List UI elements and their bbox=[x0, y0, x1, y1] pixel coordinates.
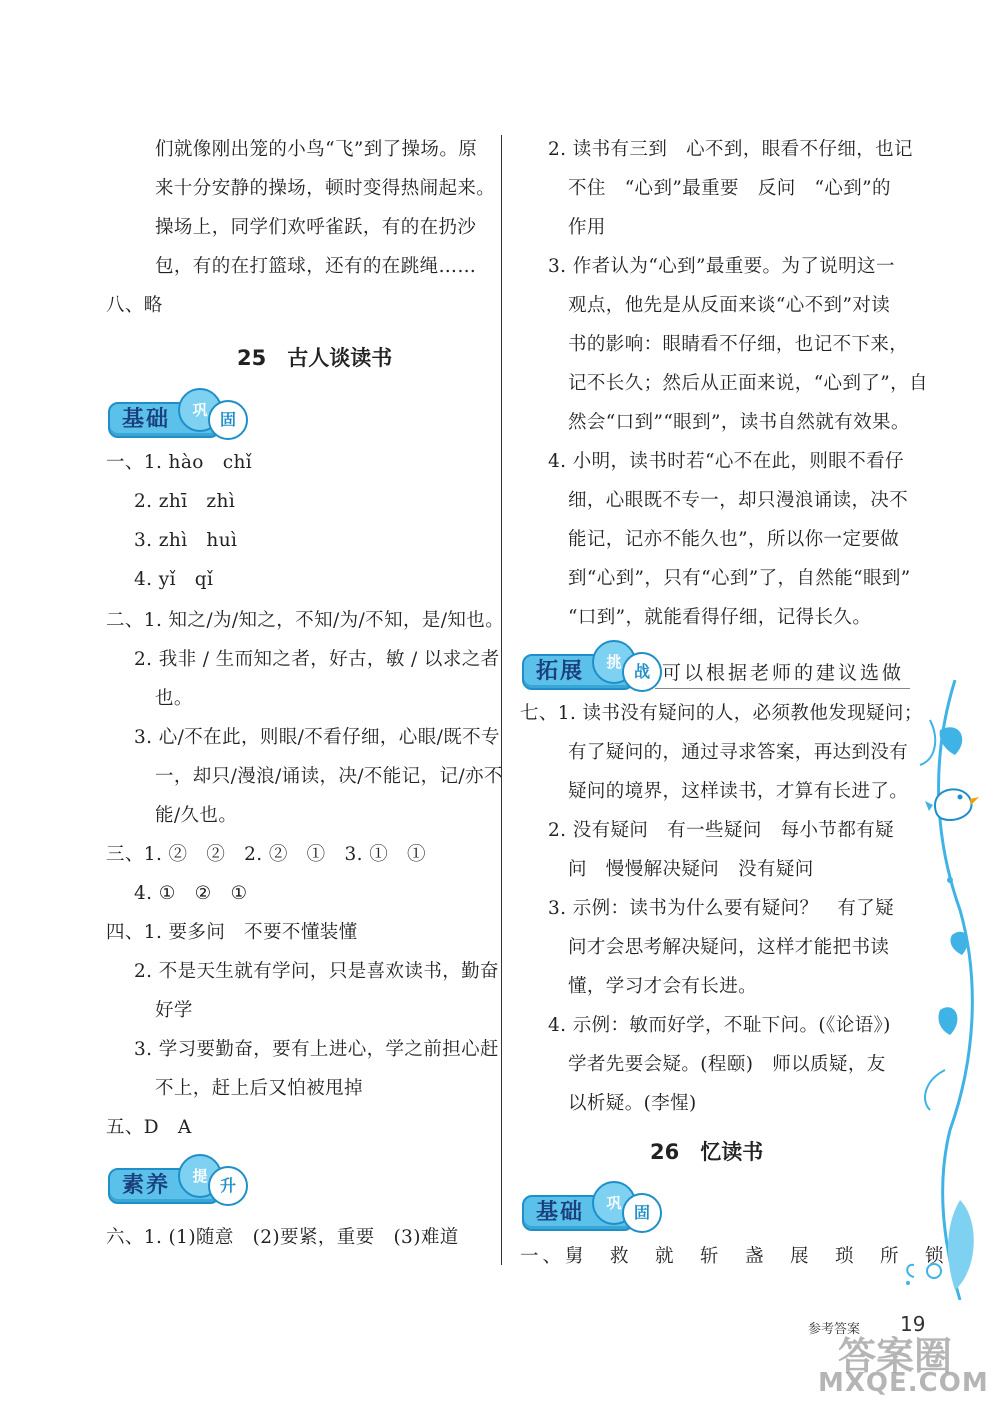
answer-line: 有了疑问的，通过寻求答案，再达到没有 bbox=[568, 742, 909, 763]
paragraph-line: 来十分安静的操场，顿时变得热闹起来。 bbox=[155, 178, 496, 199]
flower-sun-icon bbox=[900, 1255, 950, 1290]
answer-line: 4. 示例：敏而好学，不耻下问。(《论语》) bbox=[548, 1015, 891, 1036]
answer-line: 一，却只/漫浪/诵读，决/不能记，记/亦不 bbox=[155, 766, 503, 787]
answer-line: 3. 学习要勤奋，要有上进心，学之前担心赶 bbox=[134, 1039, 499, 1060]
answer-item-8: 八、略 bbox=[106, 295, 163, 316]
answer-line: 二、1. 知之/为/知之，不知/为/不知，是/知也。 bbox=[106, 610, 505, 631]
answer-line: 书的影响：眼睛看不仔细，也记不下来， bbox=[568, 334, 909, 355]
page-number: 19 bbox=[900, 1312, 926, 1336]
section-badge-basic-2 bbox=[522, 1185, 662, 1229]
answer-line: 2. 没有疑问 有一些疑问 每小节都有疑 bbox=[548, 820, 895, 841]
answer-item-6: 六、1. (1)随意 (2)要紧，重要 (3)难道 bbox=[106, 1227, 459, 1248]
answer-line: 七、1. 读书没有疑问的人，必须教他发现疑问； bbox=[520, 703, 923, 724]
badge-sub-label: 固 bbox=[208, 400, 248, 440]
badge-label: 素养 bbox=[108, 1168, 220, 1204]
section-badge-basic bbox=[108, 392, 248, 436]
badge-sub-label: 战 bbox=[622, 652, 662, 692]
answer-line: 学者先要会疑。(程颐) 师以质疑，友 bbox=[568, 1054, 886, 1075]
column-divider bbox=[501, 135, 502, 1265]
badge-sub-label: 挑 bbox=[592, 640, 636, 684]
badge-sub-label: 巩 bbox=[592, 1181, 636, 1225]
extend-note: 可以根据老师的建议选做 bbox=[662, 662, 905, 684]
answer-line: 4. ① ② ① bbox=[134, 883, 248, 904]
answer-item-1-lesson26: 一、舅 救 就 斩 盏 展 琐 所 锁 bbox=[520, 1246, 948, 1267]
answer-line: 能/久也。 bbox=[155, 805, 238, 826]
answer-line: 观点，他先是从反面来谈“心不到”对读 bbox=[568, 295, 891, 316]
answer-line: “口到”，就能看得仔细，记得长久。 bbox=[568, 607, 872, 628]
badge-sub-label: 巩 bbox=[178, 388, 222, 432]
extend-rule bbox=[655, 688, 910, 689]
section-badge-literacy bbox=[108, 1158, 248, 1202]
answer-line: 细，心眼既不专一，却只漫浪诵读，决不 bbox=[568, 490, 909, 511]
answer-line: 好学 bbox=[155, 1000, 193, 1021]
answer-line: 以析疑。(李惺) bbox=[568, 1093, 697, 1114]
answer-line: 2. 读书有三到 心不到，眼看不仔细，也记 bbox=[548, 139, 913, 160]
answer-line: 3. 心/不在此，则眼/不看仔细，心眼/既不专 bbox=[134, 727, 500, 748]
answer-line: 4. yǐ qǐ bbox=[134, 569, 214, 590]
answer-line: 作用 bbox=[568, 217, 606, 238]
section-badge-extend bbox=[522, 644, 662, 688]
lesson-26-title: 26 忆读书 bbox=[650, 1140, 764, 1164]
answer-line: 一、1. hào chǐ bbox=[106, 452, 253, 473]
answer-line: 3. 作者认为“心到”最重要。为了说明这一 bbox=[548, 256, 895, 277]
answer-line: 懂，学习才会有长进。 bbox=[568, 976, 758, 997]
answer-line: 然会“口到”“眼到”，读书自然就有效果。 bbox=[568, 412, 910, 433]
answer-line: 记不长久；然后从正面来说，“心到了”，自 bbox=[568, 373, 928, 394]
badge-label: 基础 bbox=[522, 1195, 634, 1231]
paragraph-line: 包，有的在打篮球，还有的在跳绳…… bbox=[155, 256, 477, 277]
answer-line: 2. 我非 / 生而知之者，好古，敏 / 以求之者 bbox=[134, 649, 500, 670]
watermark-url: MXQE.COM bbox=[818, 1368, 989, 1398]
answer-line: 3. 示例：读书为什么要有疑问？ 有了疑 bbox=[548, 898, 895, 919]
answer-line: 疑问的境界，这样读书，才算有长进了。 bbox=[568, 781, 909, 802]
answer-line: 2. 不是天生就有学问，只是喜欢读书，勤奋 bbox=[134, 961, 499, 982]
answer-line: 三、1. ② ② 2. ② ① 3. ① ① bbox=[106, 844, 426, 865]
answer-line: 2. zhī zhì bbox=[134, 491, 236, 512]
answer-line: 能记，记亦不能久也”，所以你一定要做 bbox=[568, 529, 900, 550]
answer-line: 也。 bbox=[155, 688, 193, 709]
badge-label: 拓展 bbox=[522, 654, 634, 690]
lesson-25-title: 25 古人谈读书 bbox=[237, 346, 393, 370]
vine-decoration bbox=[900, 680, 1000, 1300]
paragraph-line: 们就像刚出笼的小鸟“飞”到了操场。原 bbox=[155, 139, 478, 160]
answer-line: 4. 小明，读书时若“心不在此，则眼不看仔 bbox=[548, 451, 904, 472]
answer-line: 3. zhì huì bbox=[134, 530, 238, 551]
paragraph-line: 操场上，同学们欢呼雀跃，有的在扔沙 bbox=[155, 217, 477, 238]
watermark-logo: 答案圈 bbox=[838, 1334, 953, 1378]
answer-line: 到“心到”，只有“心到”了，自然能“眼到” bbox=[568, 568, 911, 589]
footer-label: 参考答案 bbox=[808, 1322, 861, 1337]
answer-line: 不住 “心到”最重要 反问 “心到”的 bbox=[568, 178, 891, 199]
answer-line: 问 慢慢解决疑问 没有疑问 bbox=[568, 859, 814, 880]
badge-label: 基础 bbox=[108, 402, 220, 438]
bird-icon bbox=[925, 775, 985, 830]
answer-line: 五、D A bbox=[106, 1117, 192, 1138]
answer-line: 不上，赶上后又怕被甩掉 bbox=[155, 1078, 363, 1099]
answer-line: 问才会思考解决疑问，这样才能把书读 bbox=[568, 937, 890, 958]
badge-sub-label: 固 bbox=[622, 1193, 662, 1233]
badge-sub-label: 升 bbox=[208, 1166, 248, 1206]
badge-sub-label: 提 bbox=[178, 1154, 222, 1198]
answer-line: 四、1. 要多问 不要不懂装懂 bbox=[106, 922, 358, 943]
